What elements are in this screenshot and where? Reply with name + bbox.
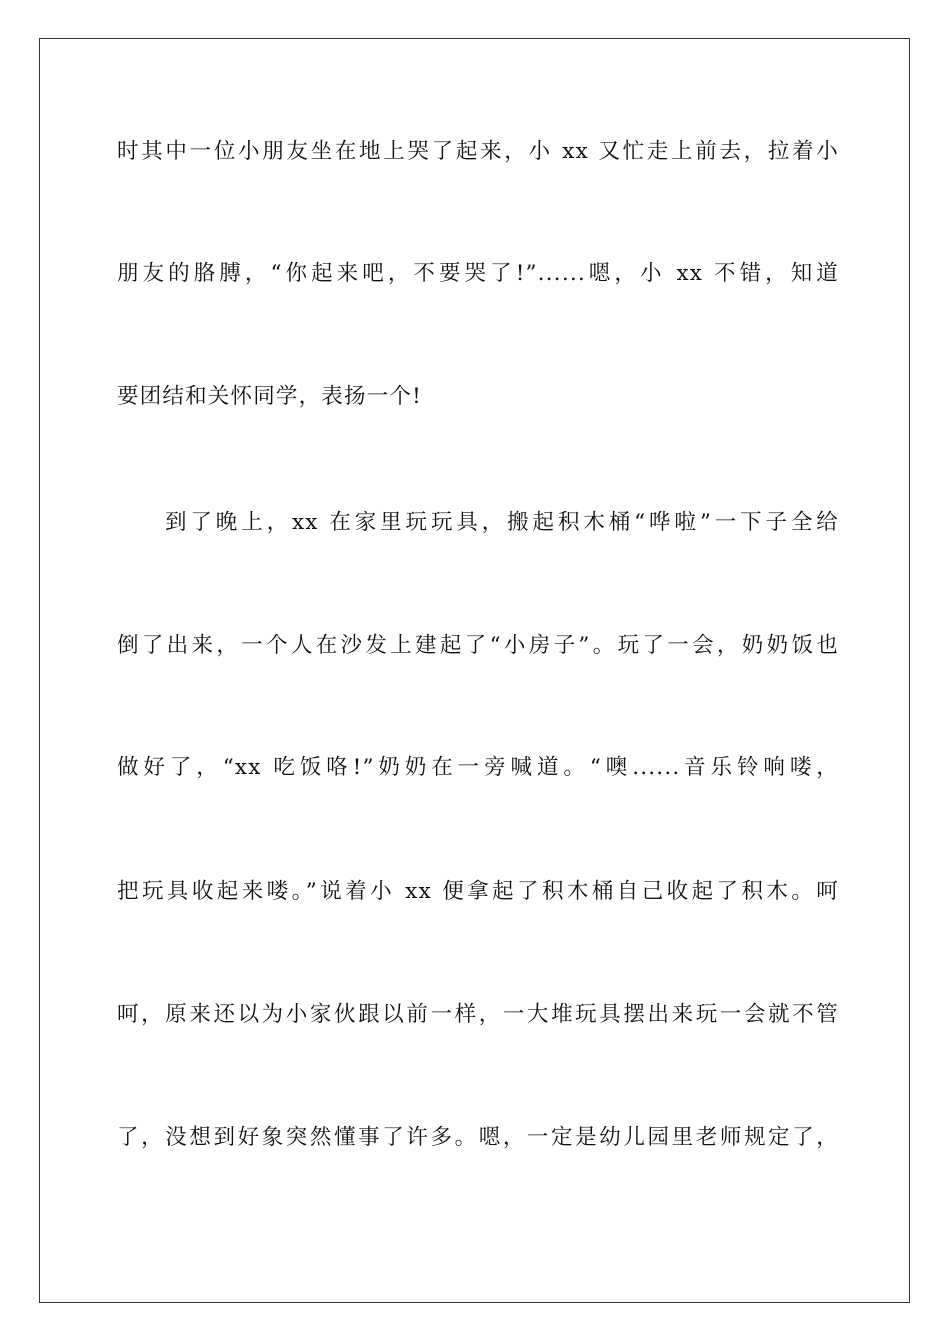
text-line-8: 呵，原来还以为小家伙跟以前一样，一大堆玩具摆出来玩一会就不管 — [117, 1002, 839, 1027]
text-line-7: 把玩具收起来喽。”说着小 xx 便拿起了积木桶自己收起了积木。呵 — [117, 879, 839, 904]
text-line-9: 了，没想到好象突然懂事了许多。嗯，一定是幼儿园里老师规定了， — [117, 1125, 839, 1150]
text-line-2: 朋友的胳膊，“你起来吧，不要哭了!”......嗯，小 xx 不错，知道 — [117, 261, 839, 286]
text-line-4: 到了晚上，xx 在家里玩玩具，搬起积木桶“哗啦”一下子全给 — [165, 510, 839, 535]
page-border — [39, 38, 910, 1303]
text-line-6: 做好了，“xx 吃饭咯!”奶奶在一旁喊道。“噢......音乐铃响喽， — [117, 755, 839, 780]
text-line-1: 时其中一位小朋友坐在地上哭了起来，小 xx 又忙走上前去，拉着小 — [117, 139, 839, 164]
text-line-5: 倒了出来，一个人在沙发上建起了“小房子”。玩了一会，奶奶饭也 — [117, 633, 839, 658]
text-line-3: 要团结和关怀同学，表扬一个! — [117, 384, 422, 409]
